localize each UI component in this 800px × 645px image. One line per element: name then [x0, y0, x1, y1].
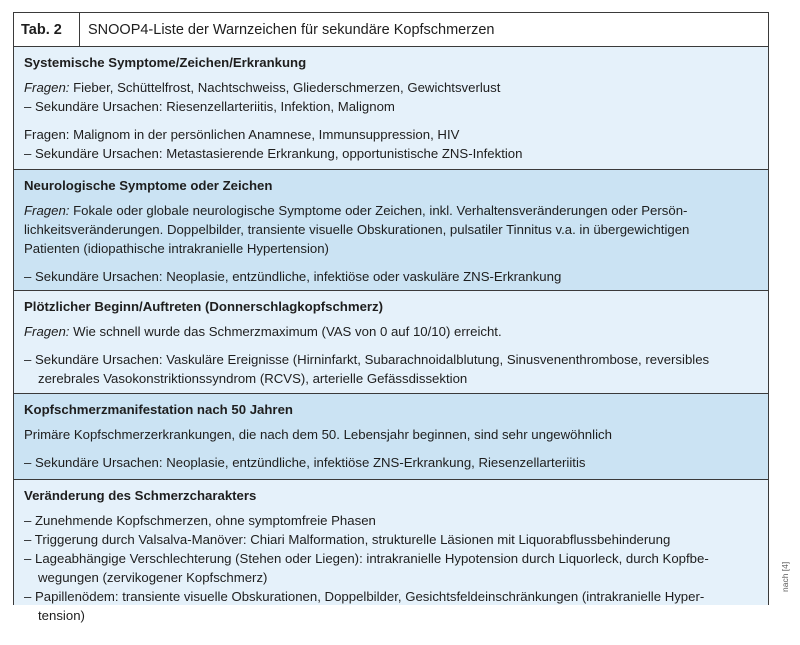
table-title: SNOOP4-Liste der Warnzeichen für sekundäre Kopfschmerzen	[88, 21, 495, 38]
list-item-continued: tension)	[38, 608, 85, 623]
section-systemic-symptoms	[14, 47, 768, 170]
question-label: Fragen:	[24, 203, 70, 218]
cause-line: – Sekundäre Ursachen: Neoplasie, entzündliche, infektiöse oder vaskuläre ZNS-Erkrankung	[24, 269, 562, 284]
section-sudden-onset	[14, 291, 768, 394]
cause-line-continued: zerebrales Vasokonstriktionssyndrom (RCVS), arterielle Gefässdissektion	[38, 371, 468, 386]
warning-signs-table	[13, 12, 769, 623]
question-line: lichkeitsveränderungen. Doppelbilder, transiente visuelle Obskurationen, pulsatiler Tinnitus v.a. in übergewichtigen	[24, 222, 690, 237]
question-text: Wie schnell wurde das Schmerzmaximum (VAS von 0 auf 10/10) erreicht.	[69, 324, 502, 339]
table-title-row	[14, 13, 768, 47]
question-line	[24, 78, 758, 97]
cause-line: – Sekundäre Ursachen: Riesenzellarteriitis, Infektion, Malignom	[24, 99, 395, 114]
question-line	[24, 201, 758, 220]
table-number: Tab. 2	[14, 13, 80, 46]
section-heading: Plötzlicher Beginn/Auftreten (Donnerschlagkopfschmerz)	[24, 299, 384, 314]
section-heading: Veränderung des Schmerzcharakters	[24, 488, 257, 503]
list-item: – Lageabhängige Verschlechterung (Stehen oder Liegen): intrakranielle Hypotension durch Liquorleck, durch Kopfbe-	[24, 551, 709, 566]
list-item: – Papillenödem: transiente visuelle Obskurationen, Doppelbilder, Gesichtsfeldeinschränkungen (intrakranielle Hyper-	[24, 589, 705, 604]
list-item: – Zunehmende Kopfschmerzen, ohne symptomfreie Phasen	[24, 513, 376, 528]
section-heading: Systemische Symptome/Zeichen/Erkrankung	[24, 55, 307, 70]
cause-line: – Sekundäre Ursachen: Vaskuläre Ereignisse (Hirninfarkt, Subarachnoidalblutung, Sinusvenenthrombose, reversibles	[24, 352, 710, 367]
list-item: – Triggerung durch Valsalva-Manöver: Chiari Malformation, strukturelle Läsionen mit Liquorabflussbehinderung	[24, 532, 671, 547]
section-neurological-symptoms	[14, 170, 768, 291]
cause-line: – Sekundäre Ursachen: Neoplasie, entzündliche, infektiöse ZNS-Erkrankung, Riesenzellarteriitis	[24, 455, 586, 470]
question-line	[24, 322, 758, 341]
question-line: Patienten (idiopathische intrakranielle Hypertension)	[24, 241, 329, 256]
source-note: nach [4]	[780, 561, 790, 592]
cause-line: – Sekundäre Ursachen: Metastasierende Erkrankung, opportunistische ZNS-Infektion	[24, 146, 523, 161]
section-heading: Neurologische Symptome oder Zeichen	[24, 178, 273, 193]
section-onset-after-50	[14, 394, 768, 480]
section-heading: Kopfschmerzmanifestation nach 50 Jahren	[24, 402, 293, 417]
question-label: Fragen:	[24, 324, 70, 339]
description-line: Primäre Kopfschmerzerkrankungen, die nach dem 50. Lebensjahr beginnen, sind sehr ungewöhnlich	[24, 427, 612, 442]
question-line: Fragen: Malignom in der persönlichen Anamnese, Immunsuppression, HIV	[24, 127, 460, 142]
section-pain-character-change	[14, 480, 768, 623]
question-text: Fokale oder globale neurologische Symptome oder Zeichen, inkl. Verhaltensveränderungen oder Persön-	[69, 203, 688, 218]
question-text: Fieber, Schüttelfrost, Nachtschweiss, Gliederschmerzen, Gewichtsverlust	[69, 80, 501, 95]
question-label: Fragen:	[24, 80, 70, 95]
list-item-continued: wegungen (zervikogener Kopfschmerz)	[38, 570, 268, 585]
